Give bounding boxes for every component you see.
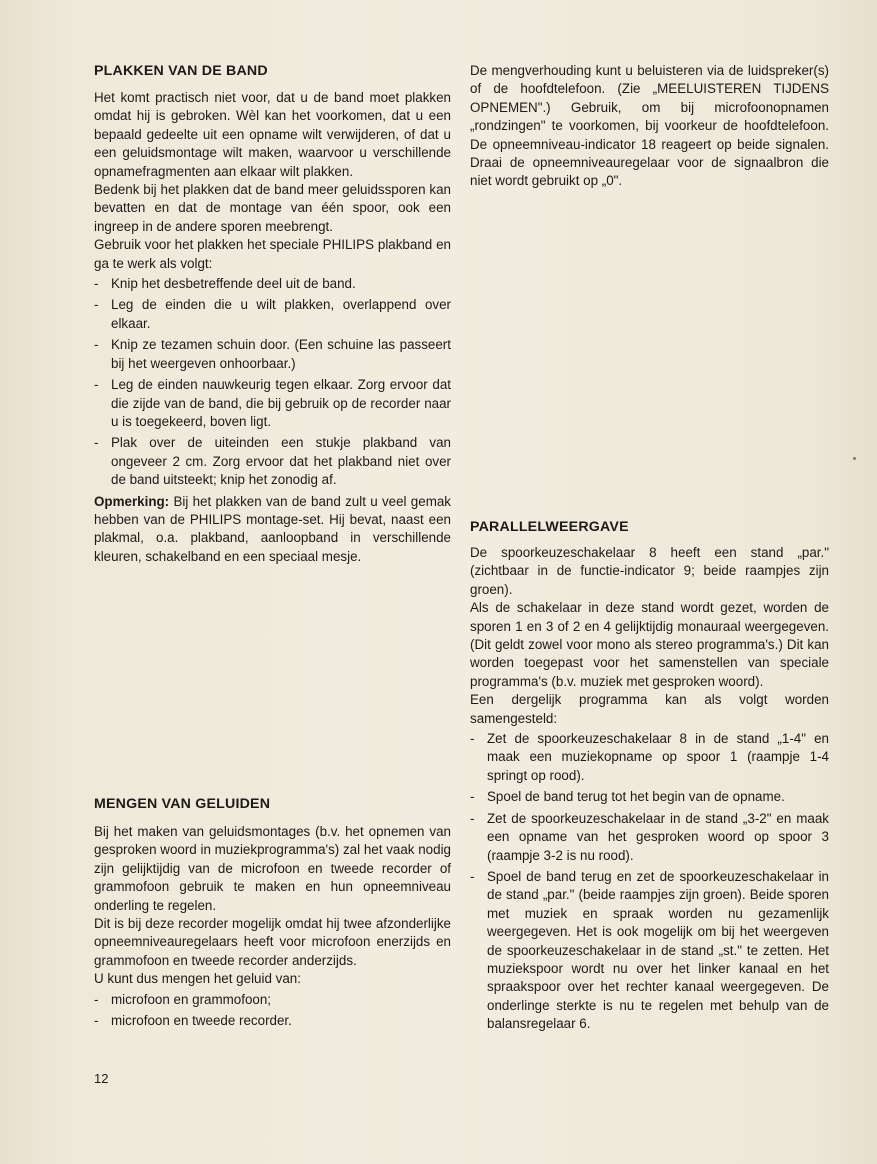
- splicing-steps-list: [94, 275, 451, 489]
- list-item: - Plak over de uiteinden een stukje plakband van ongeveer 2 cm. Zorg ervoor dat het plakband niet over de band uitsteekt; knip het zonodig af.: [94, 434, 451, 489]
- list-item: - Leg de einden die u wilt plakken, overlappend over elkaar.: [94, 296, 451, 333]
- list-item: - Knip het desbetreffende deel uit de band.: [94, 275, 451, 293]
- section-splicing: [94, 62, 451, 566]
- list-item: - Zet de spoorkeuzeschakelaar 8 in de stand „1-4" en maak een muziekopname op spoor 1 (raampje 1-4 springt op rood).: [470, 730, 829, 785]
- list-item: - Knip ze tezamen schuin door. (Een schuine las passeert bij het weergeven onhoorbaar.): [94, 336, 451, 373]
- section-parallel-playback: [470, 518, 829, 1037]
- section-title-mixing: MENGEN VAN GELUIDEN: [94, 796, 271, 812]
- page-number: 12: [94, 1071, 109, 1086]
- list-item: - microfoon en tweede recorder.: [94, 1012, 451, 1030]
- section-mixing: [94, 795, 451, 1033]
- list-item: - Zet de spoorkeuzeschakelaar in de stand „3-2" en maak een opname van het gesproken woord op spoor 3 (raampje 3-2 is nu rood).: [470, 810, 829, 865]
- list-item: - microfoon en grammofoon;: [94, 991, 451, 1009]
- mixing-intro: Bij het maken van geluidsmontages (b.v. het opnemen van gesproken woord in muziekprogramma's) zal het vaak nodig zijn gelijktijdig van de microfoon en tweede recorder of grammofoon gebruik te maken en hun opneemniveau onderling te regelen.: [94, 824, 451, 913]
- parallel-intro: De spoorkeuzeschakelaar 8 heeft een stand „par." (zichtbaar in de functie-indicator 9; beide raampjes zijn groen).: [470, 545, 829, 597]
- section-title-parallel: PARALLELWEERGAVE: [470, 519, 629, 535]
- splicing-intro: Het komt practisch niet voor, dat u de band moet plakken omdat hij is gebroken. Wèl kan het voorkomen, dat u een bepaald gedeelte uit een opname wilt verwijderen, of dat u een geluidsmontage wilt maken, waarvoor u verschillende opnamefragmenten aan elkaar wilt plakken.: [94, 90, 451, 179]
- parallel-steps-list: [470, 730, 829, 1034]
- list-item: - Leg de einden nauwkeurig tegen elkaar. Zorg ervoor dat die zijde van de band, die bij gebruik op de recorder naar u is toegekeerd, boven ligt.: [94, 376, 451, 431]
- list-item: - Spoel de band terug tot het begin van de opname.: [470, 788, 829, 806]
- mixing-continued-text: De mengverhouding kunt u beluisteren via de luidspreker(s) of de hoofdtelefoon. (Zie „MEELUISTEREN TIJDENS OPNEMEN".) Gebruik, om bij microfoonopnamen „rondzingen" te voorkomen, bij voorkeur de hoofdtelefoon. De opneemniveau-indicator 18 reageert op beide signalen. Draai de opneemniveauregelaar voor de signaalbron die niet wordt gebruikt op „0".: [470, 63, 829, 189]
- mixing-sources-list: [94, 991, 451, 1031]
- paper-speck: [853, 457, 856, 460]
- remark-label: Opmerking:: [94, 493, 170, 509]
- section-mixing-continued: [470, 62, 829, 191]
- parallel-description: Als de schakelaar in deze stand wordt gezet, worden de sporen 1 en 3 of 2 en 4 gelijktijdig monauraal weergegeven. (Dit geldt zowel voor mono als stereo programma's.) Dit kan worden toegepast voor het samenstellen van speciale programma's (b.v. muziek met gesproken woord).: [470, 600, 829, 689]
- parallel-program-lead: Een dergelijk programma kan als volgt worden samengesteld:: [470, 692, 829, 726]
- splicing-tracks-note: Bedenk bij het plakken dat de band meer geluidssporen kan bevatten en dat de montage van één spoor, ook een ingreep in de andere sporen meebrengt.: [94, 182, 451, 234]
- mixing-recorder-note: Dit is bij deze recorder mogelijk omdat hij twee afzonderlijke opneemniveauregelaars heeft voor microfoon enerzijds en grammofoon en tweede recorder anderzijds.: [94, 916, 451, 968]
- list-item: - Spoel de band terug en zet de spoorkeuzeschakelaar in de stand „par." (beide raampjes zijn groen). Beide sporen met muziek en spraak worden nu gezamenlijk weergegeven. Het is ook mogelijk om bij het weergeven de spoorkeuzeschakelaar in de stand „st." te zetten. Het muziekspoor wordt nu over het linker kanaal en het spraakspoor over het rechter kanaal weergegeven. De onderlinge sterkte is nu te regelen met behulp van de balansregelaar 6.: [470, 868, 829, 1034]
- splicing-instructions-lead: Gebruik voor het plakken het speciale PHILIPS plakband en ga te werk als volgt:: [94, 237, 451, 271]
- mixing-sources-lead: U kunt dus mengen het geluid van:: [94, 971, 301, 987]
- remark-text: Bij het plakken van de band zult u veel gemak hebben van de PHILIPS montage-set. Hij bevat, naast een plakmal, o.a. plakband, aanloopband in verschillende kleuren, schakelband en een speciaal mesje.: [94, 493, 451, 564]
- section-title-splicing: PLAKKEN VAN DE BAND: [94, 63, 268, 79]
- splicing-remark: [94, 493, 451, 567]
